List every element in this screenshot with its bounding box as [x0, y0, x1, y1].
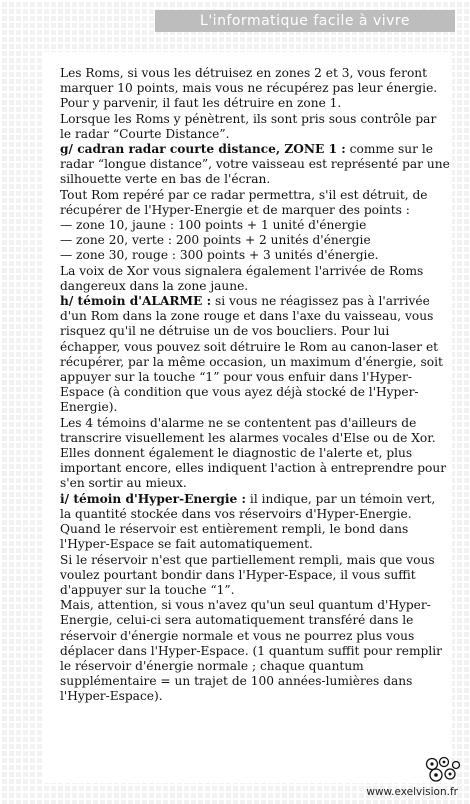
section-h-title: h/ témoin d'ALARME :: [60, 294, 212, 309]
section-i-title: i/ témoin d'Hyper-Energie :: [60, 491, 247, 506]
list-item: — zone 30, rouge : 300 points + 3 unités d'énergie.: [60, 248, 379, 263]
section-g: [60, 142, 450, 188]
document-body: [60, 66, 450, 705]
paragraph: Les Roms, si vous les détruisez en zones 2 et 3, vous feront marquer 10 points, mais vous ne récupérez pas leur énergie. Pour y parvenir, il faut les détruire en zone 1.: [60, 66, 438, 111]
exelvision-logo-icon: [423, 756, 461, 784]
paragraph: Si le réservoir n'est que partiellement rempli, mais que vous voulez pourtant bondir dans l'Hyper-Espace, il vous suffit d'appuyer sur la touche “1”.: [60, 552, 435, 597]
list-item: — zone 20, verte : 200 points + 2 unités d'énergie: [60, 233, 371, 248]
paragraph: Lorsque les Roms y pénètrent, ils sont pris sous contrôle par le radar “Courte Distance”.: [60, 111, 437, 141]
paragraph: Mais, attention, si vous n'avez qu'un seul quantum d'Hyper-Energie, celui-ci sera automatiquement transféré dans le réservoir d'énergie normale et vous ne pourrez plus vous déplacer dans l'Hyper-Espace. (1 quantum suffit pour remplir le réservoir d'énergie normale ; chaque quantum supplémentaire = un trajet de 100 années-lumières dans l'Hyper-Espace).: [60, 598, 442, 704]
footer-url: www.exelvision.fr: [366, 786, 458, 798]
header-banner: [155, 10, 455, 32]
section-g-text: comme sur le radar “longue distance”, votre vaisseau est représenté par une silhouette verte en bas de l'écran.: [60, 142, 450, 187]
section-h: [60, 294, 450, 416]
section-g-title: g/ cadran radar courte distance, ZONE 1 :: [60, 142, 346, 157]
paragraph: Tout Rom repéré par ce radar permettra, s'il est détruit, de récupérer de l'Hyper-Energie et de marquer des points :: [60, 187, 428, 217]
paragraph: Les 4 témoins d'alarme ne se contentent pas d'ailleurs de transcrire visuellement les alarmes vocales d'Else ou de Xor. Elles donnent également le diagnostic de l'alerte et, plus important encore, elles indiquent l'action à entreprendre pour s'en sortir au mieux.: [60, 415, 447, 491]
paragraph: La voix de Xor vous signalera également l'arrivée de Roms dangereux dans la zone jaune.: [60, 263, 424, 293]
list-item: — zone 10, jaune : 100 points + 1 unité d'énergie: [60, 218, 367, 233]
section-i-text: il indique, par un témoin vert, la quantité stockée dans vos réservoirs d'Hyper-Energie. Quand le réservoir est entièrement rempli, le bond dans l'Hyper-Espace se fait automatiquement.: [60, 491, 436, 552]
section-h-text: si vous ne réagissez pas à l'arrivée d'un Rom dans la zone rouge et dans l'axe du vaisseau, vous risquez qu'il ne détruise un de vos boucliers. Pour lui échapper, vous pouvez soit détruire le Rom au canon-laser et récupérer, par la même occasion, un maximum d'énergie, soit appuyer sur la touche “1” pour vous enfuir dans l'Hyper-Espace (à condition que vous ayez déjà stocké de l'Hyper-Energie).: [60, 294, 443, 415]
section-i: [60, 492, 450, 553]
header-title: L'informatique facile à vivre: [200, 13, 410, 29]
